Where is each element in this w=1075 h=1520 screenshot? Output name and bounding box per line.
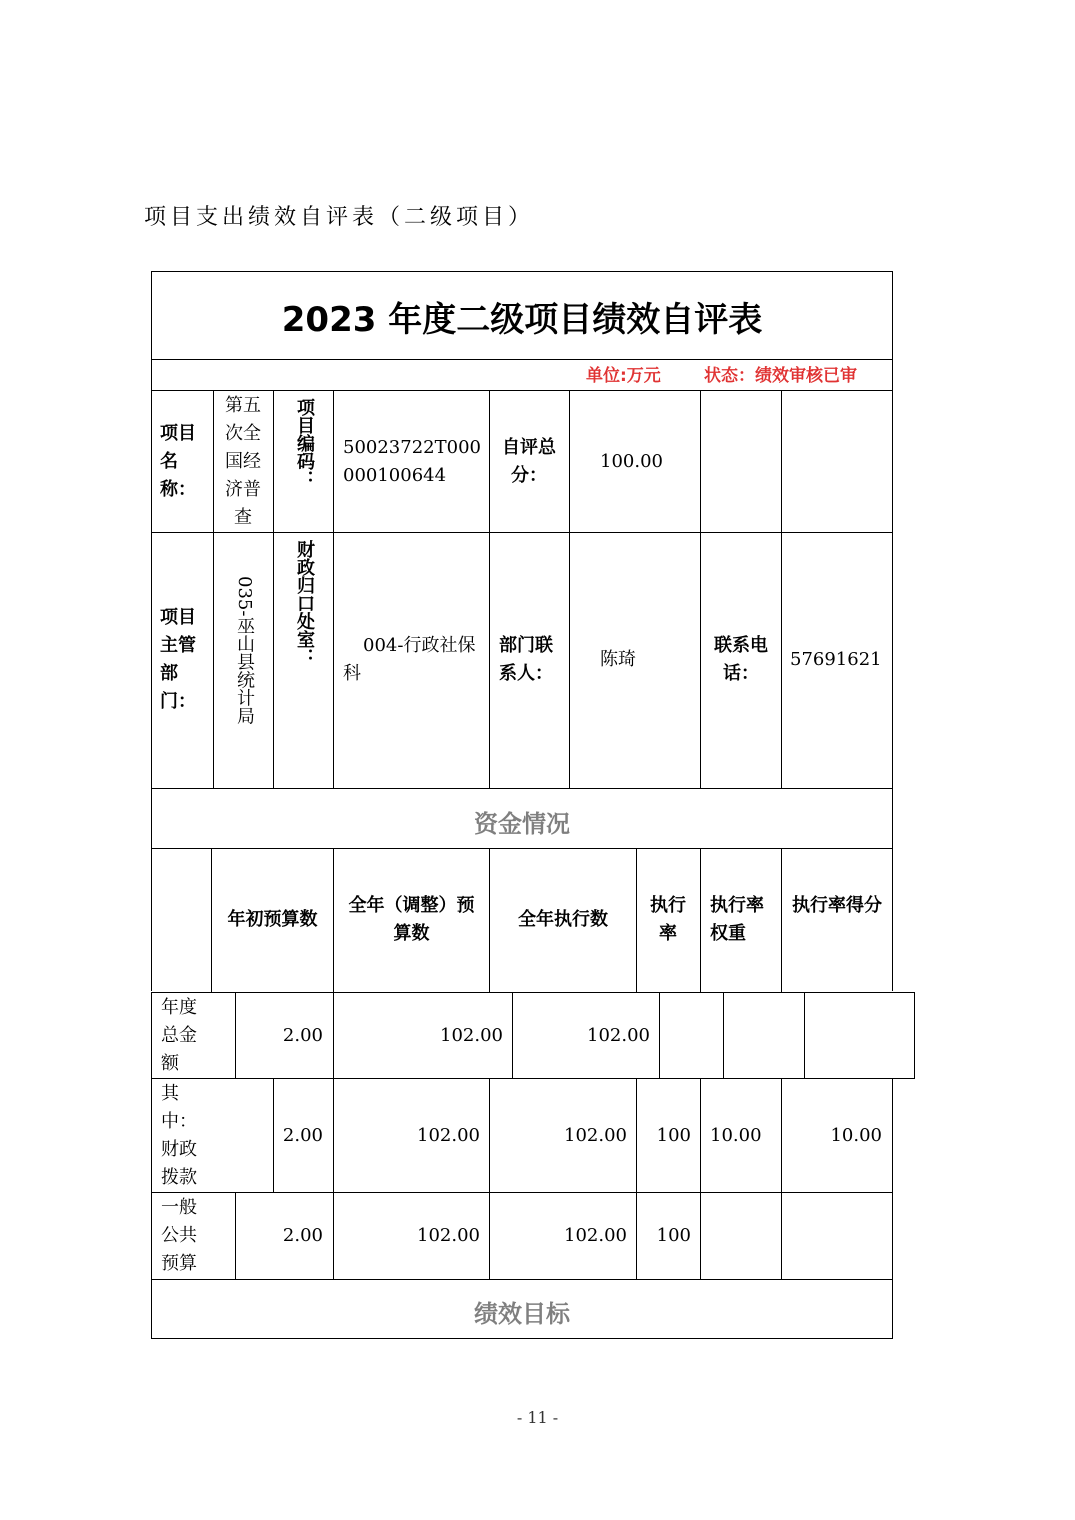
row1-executed: 102.00 — [587, 1025, 650, 1046]
header-exec-rate: 执行率 — [650, 895, 686, 944]
page-number: - 11 - — [516, 1408, 559, 1427]
contact-label: 部门联系人： — [499, 635, 553, 684]
status-label: 状态：绩效审核已审 — [704, 366, 857, 386]
row1-initial: 2.00 — [282, 1025, 323, 1046]
project-code-label: 项目编码： — [294, 398, 315, 488]
finance-office-label: 财政归口处室： — [294, 540, 315, 666]
row2-initial: 2.00 — [282, 1125, 323, 1146]
header-executed: 全年执行数 — [518, 909, 608, 930]
row2-rate: 100 — [656, 1125, 691, 1146]
project-name-value: 第五次全国经济普查 — [225, 395, 261, 528]
finance-office-value: 004-行政社保科 — [343, 635, 476, 684]
row2-executed: 102.00 — [564, 1125, 627, 1146]
self-score-value: 100.00 — [600, 451, 663, 472]
form-title: 2023 年度二级项目绩效自评表 — [281, 300, 763, 340]
contact-value: 陈琦 — [600, 649, 636, 670]
page-caption: 项目支出绩效自评表（二级项目） — [144, 205, 535, 230]
phone-value: 57691621 — [790, 649, 882, 670]
row2-weight: 10.00 — [710, 1125, 762, 1146]
row1-label: 年度总金额 — [161, 997, 197, 1074]
project-code-value: 50023722T000000100644 — [343, 437, 481, 486]
performance-section-title: 绩效目标 — [474, 1300, 570, 1328]
dept-label: 项目主管部门： — [160, 607, 196, 712]
header-exec-score: 执行率得分 — [792, 895, 882, 916]
header-adjusted-budget: 全年（调整）预算数 — [348, 895, 475, 944]
row1-adjusted: 102.00 — [440, 1025, 503, 1046]
unit-label: 单位:万元 — [586, 366, 661, 386]
funding-section-title: 资金情况 — [474, 810, 570, 838]
row2-score: 10.00 — [830, 1125, 882, 1146]
header-exec-weight: 执行率权重 — [710, 895, 764, 944]
row3-adjusted: 102.00 — [417, 1225, 480, 1246]
project-name-label: 项目名称： — [160, 423, 196, 500]
dept-value: 035-巫山县统计局 — [234, 576, 255, 725]
row3-label: 一般公共预算 — [161, 1197, 197, 1274]
row2-label: 其中：财政拨款 — [161, 1083, 197, 1188]
header-initial-budget: 年初预算数 — [227, 909, 318, 930]
phone-label: 联系电话： — [714, 635, 768, 684]
row3-executed: 102.00 — [564, 1225, 627, 1246]
row2-adjusted: 102.00 — [417, 1125, 480, 1146]
self-score-label: 自评总分： — [502, 437, 556, 486]
row3-initial: 2.00 — [282, 1225, 323, 1246]
row3-rate: 100 — [656, 1225, 691, 1246]
